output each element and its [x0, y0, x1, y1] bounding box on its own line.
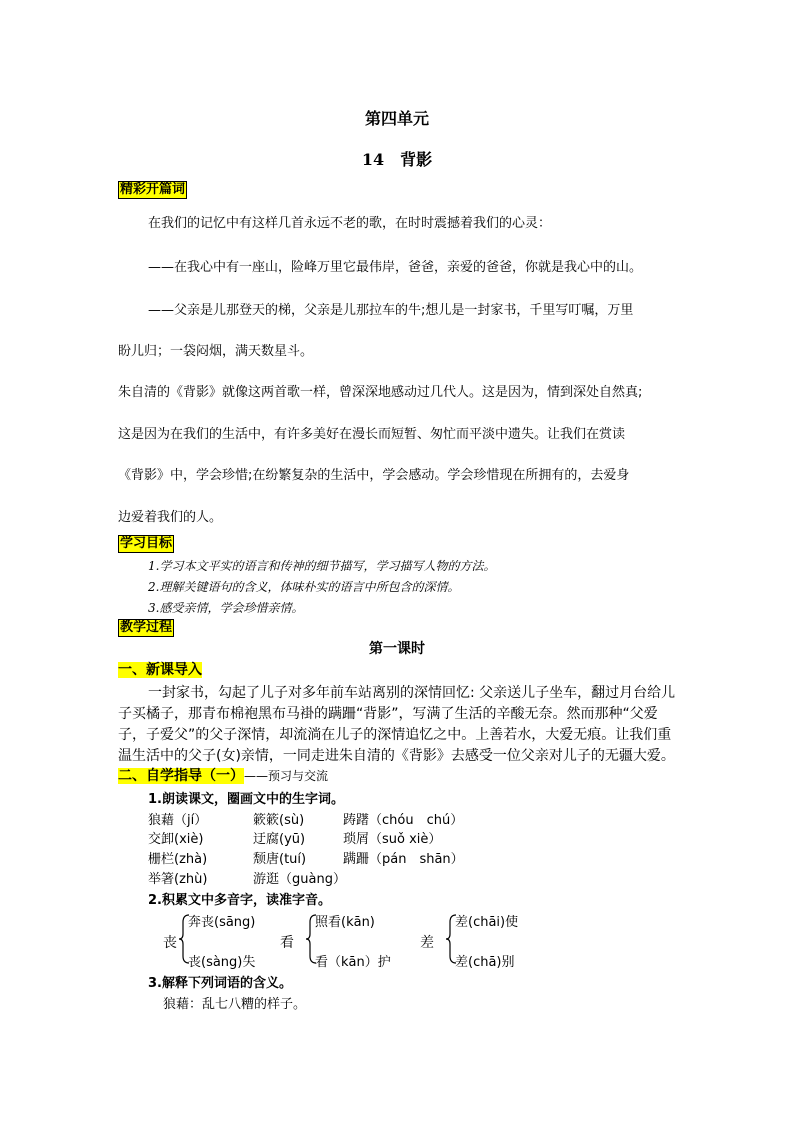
opening-line: ——父亲是儿那登天的梯，父亲是儿那拉车的牛;想儿是一封家书，千里写叮嘱，万里 — [148, 303, 634, 318]
opening-tag: 精彩开篇词 — [120, 182, 186, 197]
section2-heading-text: 二、自学指导（一） — [118, 768, 244, 784]
word-cell: 琐屑（suǒ xiè） — [343, 832, 442, 847]
section1-line: 子买橘子，那青布棉袍黑布马褂的蹒跚“背影”，写满了生活的辛酸无奈。然而那种“父爱 — [118, 706, 658, 722]
opening-line: 朱自清的《背影》就像这两首歌一样，曾深深地感动过几代人。这是因为，情到深处自然真; — [118, 385, 643, 400]
objective-item: 2.理解关键语句的含义，体味朴实的语言中所包含的深情。 — [148, 580, 460, 594]
objective-item: 1.学习本文平实的语言和传神的细节描写，学习描写人物的方法。 — [148, 559, 496, 573]
lesson-period: 第一课时 — [369, 641, 425, 657]
question-1: 1.朗读课文，圈画文中的生字词。 — [148, 792, 344, 807]
process-tag: 教学过程 — [120, 620, 173, 635]
definition-item: 狼藉：乱七八糟的样子。 — [163, 997, 307, 1012]
poly-reading: 看（kān）护 — [315, 955, 391, 970]
opening-line: 边爱着我们的人。 — [118, 510, 223, 525]
word-cell: 狼藉（jí） — [148, 813, 208, 828]
word-cell: 蹒跚（pán shān） — [343, 852, 464, 867]
word-cell: 栅栏(zhà) — [148, 852, 208, 867]
word-cell: 踌躇（chóu chú） — [343, 813, 464, 828]
opening-line: 盼儿归；一袋闷烟，满天数星斗。 — [118, 344, 314, 359]
opening-line: 这是因为在我们的生活中，有许多美好在漫长而短暂、匆忙而平淡中遗失。让我们在赏读 — [118, 427, 626, 442]
poly-reading: 照看(kān) — [315, 915, 375, 930]
opening-line: ——在我心中有一座山，险峰万里它最伟岸，爸爸，亲爱的爸爸，你就是我心中的山。 — [148, 260, 643, 275]
section1-line: 温生活中的父子(女)亲情，一同走进朱自清的《背影》去感受一位父亲对儿子的无疆大爱。 — [118, 748, 675, 764]
opening-line: 在我们的记忆中有这样几首永远不老的歌，在时时震撼着我们的心灵： — [148, 216, 552, 231]
word-cell: 交卸(xiè) — [148, 832, 204, 847]
word-cell: 游逛（guàng） — [253, 872, 346, 887]
unit-title: 第四单元 — [364, 109, 429, 128]
word-cell: 簌簌(sù) — [253, 813, 305, 828]
opening-line: 《背影》中，学会珍惜;在纷繁复杂的生活中，学会感动。学会珍惜现在所拥有的，去爱身 — [118, 468, 630, 483]
section1-line: 子，子爱父”的父子深情，却流淌在儿子的深情追忆之中。上善若水，大爱无痕。让我们重 — [118, 727, 672, 743]
section2-subtitle: ——预习与交流 — [244, 769, 329, 783]
word-cell: 迂腐(yū) — [253, 832, 306, 847]
poly-reading: 差(chāi)使 — [455, 915, 519, 930]
section1-heading-text: 一、新课导入 — [118, 662, 202, 678]
poly-char: 丧 — [163, 935, 177, 951]
section1-heading — [118, 659, 202, 679]
poly-reading: 差(chā)别 — [455, 955, 515, 970]
section1-line: 一封家书，勾起了儿子对多年前车站离别的深情回忆: 父亲送儿子坐车，翻过月台给儿 — [148, 685, 676, 701]
objective-item: 3.感受亲情，学会珍惜亲情。 — [148, 601, 304, 615]
poly-char: 看 — [280, 935, 294, 951]
objectives-tag: 学习目标 — [120, 536, 173, 551]
section2-heading — [118, 765, 328, 785]
question-3: 3.解释下列词语的含义。 — [148, 976, 292, 991]
question-2: 2.积累文中多音字，读准字音。 — [148, 893, 331, 908]
lesson-title: 14 背影 — [361, 150, 433, 169]
poly-char: 差 — [420, 935, 434, 951]
poly-reading: 奔丧(sāng) — [188, 915, 256, 930]
word-cell: 颓唐(tuí) — [253, 852, 307, 867]
word-cell: 举箸(zhù) — [148, 872, 208, 887]
poly-reading: 丧(sàng)失 — [188, 955, 256, 970]
